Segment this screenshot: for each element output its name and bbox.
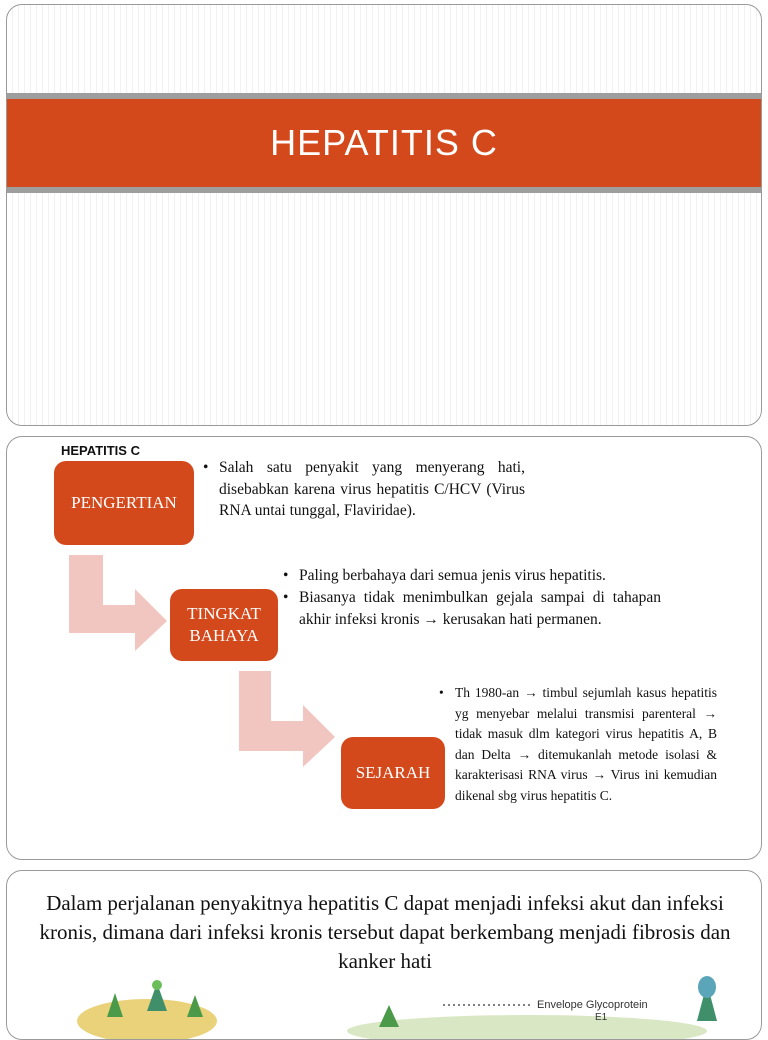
pengertian-bullet: • Salah satu penyakit yang menyerang hati, disebabkan karena virus hepatitis C/HCV (Virus RNA untai tunggal, Flaviridae). [203, 457, 525, 522]
box-pengertian [54, 461, 194, 545]
slide-title: HEPATITIS C [270, 122, 498, 163]
arrow-pengertian-to-tingkat [69, 555, 167, 651]
progression-text: Dalam perjalanan penyakitnya hepatitis C dapat menjadi infeksi akut dan infeksi kronis, dimana dari infeksi kronis tersebut dapat berkembang menjadi fibrosis dan kanker hati [39, 891, 731, 973]
sejarah-text [439, 683, 717, 806]
overview-slide [6, 436, 762, 860]
e1-label: E1 [595, 1012, 608, 1023]
arrow-tingkat-to-sejarah [239, 671, 335, 767]
virus-particle-left [77, 980, 217, 1040]
title-slide [6, 4, 762, 426]
sejarah-bullet: • Th 1980-an → timbul sejumlah kasus hepatitis yg menyebar melalui transmisi parenteral → tidak masuk dlm kategori virus hepatitis A, B dan Delta → ditemukanlah metode isolasi & karakterisasi RNA virus → Virus ini kemudian dikenal sbg virus hepatitis C. [439, 683, 717, 806]
envelope-glycoprotein-label: Envelope Glycoprotein [537, 999, 648, 1011]
box-sejarah [341, 737, 445, 809]
bahaya-bullet-2: • Biasanya tidak menimbulkan gejala sampai di tahapan akhir infeksi kronis → kerusakan hati permanen. [283, 587, 661, 631]
progression-slide [6, 870, 762, 1040]
box-tingkat-line2: BAHAYA [189, 626, 259, 645]
virus-illustration [7, 871, 762, 1040]
bahaya-bullet-1: • Paling berbahaya dari semua jenis virus hepatitis. [283, 565, 661, 587]
slide-heading: HEPATITIS C [61, 443, 140, 458]
box-tingkat-bahaya [170, 589, 278, 661]
bahaya-text [283, 565, 661, 631]
box-sejarah-label: SEJARAH [355, 762, 431, 782]
box-tingkat-line1: TINGKAT [187, 603, 261, 623]
box-pengertian-label: PENGERTIAN [71, 492, 177, 512]
virus-particle-right [347, 976, 717, 1040]
pengertian-text [203, 457, 525, 522]
